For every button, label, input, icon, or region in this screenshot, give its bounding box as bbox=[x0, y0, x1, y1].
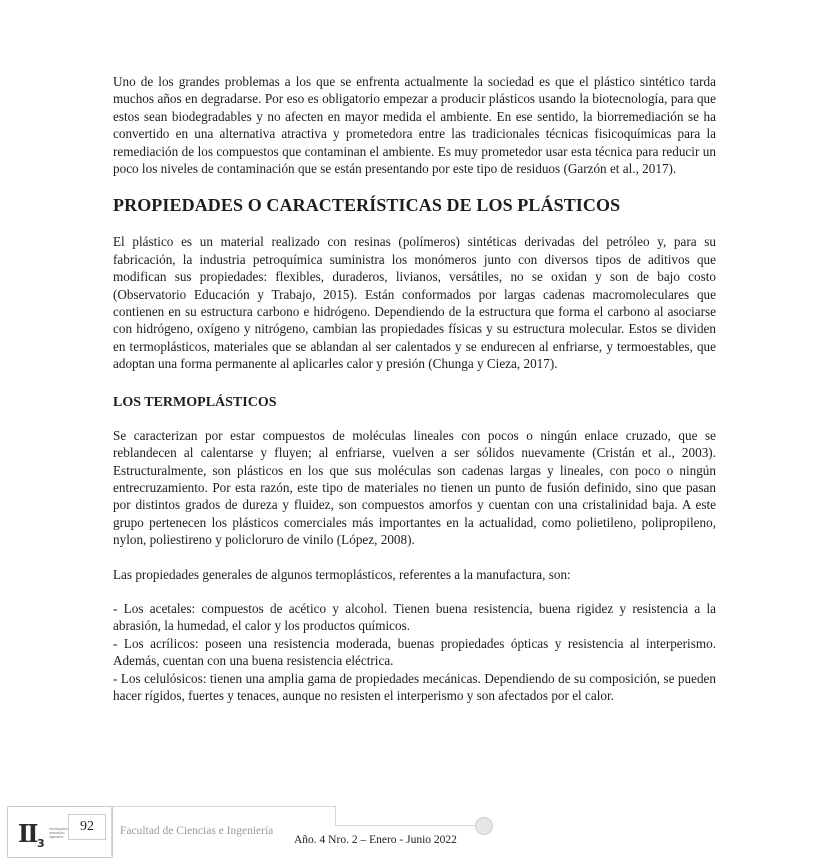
footer-divider bbox=[335, 825, 475, 826]
list-item: - Los celulósicos: tienen una amplia gama de propiedades mecánicas. Dependiendo de su composición, se pueden hacer rígidos, fuertes y tenaces, aunque no resisten el interperismo y son afectados por el calor. bbox=[113, 670, 716, 703]
page-number-box bbox=[68, 814, 106, 840]
intro-paragraph: Uno de los grandes problemas a los que se enfrenta actualmente la sociedad es que el plástico sintético tarda muchos años en degradarse. Por eso es obligatorio empezar a producir plásticos usando la biotecnología, para que estos sean biodegradables y no afecten en mayor medida el ambiente. En ese sentido, la biorremediación se ha convertido en una alternativa atractiva y prometedora entre las tradicionales técnicas fisicoquímicas para la remediación de los compuestos que contaminan el ambiente. Es muy prometedor usar esta técnica para reducir un poco los niveles de contaminación que se están presentando por este tipo de residuos (Garzón et al., 2017). bbox=[113, 74, 716, 177]
footer-divider bbox=[335, 806, 336, 825]
footer-dot-ornament bbox=[475, 817, 493, 835]
journal-logo-subscript: 3 bbox=[37, 837, 45, 850]
section-paragraph: El plástico es un material realizado con resinas (polímeros) sintéticas derivadas del petróleo y, para su fabricación, la industria petroquímica suministra los monómeros junto con diversos tipos de aditivos que modifican sus propiedades: flexibles, duraderos, livianos, versátiles, no se oxidan y son de bajo costo (Observatorio Educación y Trabajo, 2015). Están conformados por largas cadenas macromoleculares que contienen en su estructura carbono e hidrógeno. Dependiendo de la estructura que forma el carbono al asociarse con hidrógeno, oxígeno y nitrógeno, cambian las propiedades físicas y su estructura molecular. Estos se dividen en termoplásticos, materiales que se ablandan al ser calentados y se endurecen al enfriarse, y termoestables, que adoptan una forma permanente al aplicarles calor y presión (Chunga y Cieza, 2017). bbox=[113, 234, 716, 372]
properties-list bbox=[113, 600, 716, 704]
journal-logo: II bbox=[18, 819, 37, 848]
subsection-paragraph: Se caracterizan por estar compuestos de moléculas lineales con pocos o ningún enlace cruzado, que se reblandecen al calentarse y fluyen; al enfriarse, vuelven a ser sólidos nuevamente (Cristán et al., 2003). Estructuralmente, son plásticos en los que sus moléculas son cadenas largas y lineales, con poco o ningún entrecruzamiento. Por esta razón, este tipo de materiales no tienen un punto de fusión definido, sino que pasan por distintos grados de dureza y fluidez, son compuestos amorfos y cuentan con una cristalinidad baja. A este grupo pertenecen los plásticos comerciales más importantes en la actualidad, como polietileno, polipropileno, nylon, poliestireno y policloruro de vinilo (López, 2008). bbox=[113, 427, 716, 548]
page-number: 92 bbox=[80, 819, 94, 834]
footer-divider bbox=[111, 806, 112, 856]
faculty-name: Facultad de Ciencias e Ingeniería bbox=[120, 825, 274, 837]
journal-logo-text: Investigación Innovación Ingeniería bbox=[49, 827, 68, 839]
page-footer bbox=[0, 800, 828, 867]
list-item: - Los acrílicos: poseen una resistencia moderada, buenas propiedades ópticas y resistencia al interperismo. Además, cuentan con una buena resistencia eléctrica. bbox=[113, 635, 716, 669]
issue-info: Año. 4 Nro. 2 – Enero - Junio 2022 bbox=[294, 834, 457, 846]
list-item: - Los acetales: compuestos de acético y alcohol. Tienen buena resistencia, buena rigidez y resistencia a la abrasión, la humedad, el calor y los productos químicos. bbox=[113, 600, 716, 634]
properties-intro: Las propiedades generales de algunos termoplásticos, referentes a la manufactura, son: bbox=[113, 566, 571, 582]
article-body bbox=[113, 73, 716, 704]
footer-divider bbox=[111, 806, 335, 807]
section-heading: PROPIEDADES O CARACTERÍSTICAS DE LOS PLÁSTICOS bbox=[113, 195, 621, 216]
subsection-heading: LOS TERMOPLÁSTICOS bbox=[113, 394, 277, 410]
